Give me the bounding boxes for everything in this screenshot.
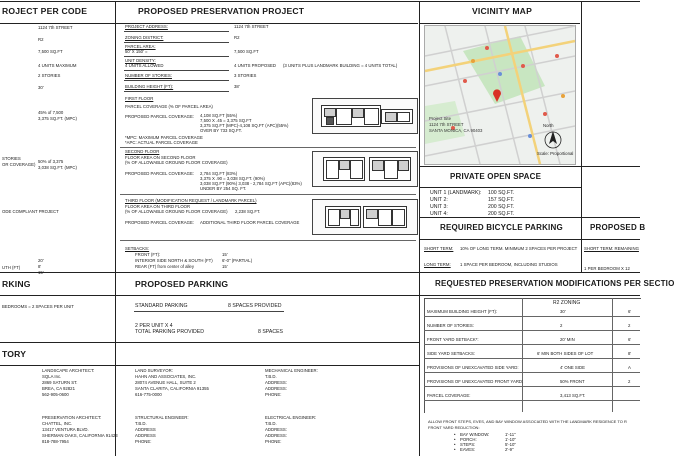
mods-row-rule [424, 358, 640, 359]
proj-zoning-label: ZONING DISTRICT: [125, 35, 164, 40]
pbike-long: 1 PER BEDROOM X 12 [584, 266, 630, 271]
tf-v2: ADDITIONAL THIRD FLOOR PARCEL COVERAGE [200, 220, 300, 225]
pp-spaces: 8 SPACES [258, 329, 283, 335]
sf-v1: 2,784 SQ.FT (83%) [200, 171, 238, 176]
ff-v2: 7,500 X .45 = 3,375 SQ.FT [200, 118, 252, 123]
pp-per-unit: 2 PER UNIT X 4 [135, 323, 173, 329]
bike-rule-top [420, 217, 640, 218]
tf-ppc: PROPOSED PARCEL COVERAGE: [125, 220, 195, 225]
ff-v1: 4,108 SQ.FT (55%) [200, 113, 238, 118]
mods-zoning: R2 ZONING [553, 300, 581, 306]
proj-stories-value: 3 STORIES [234, 73, 257, 78]
parking-rule-top [0, 272, 419, 273]
mods-right-value: A [628, 365, 631, 370]
lc-parcel-area: 7,500 SQ.FT [38, 49, 63, 54]
mods-note1: ALLOW FRONT STEPS, EVES, AND BAY WINDOW ASSOCIATED WITH THE LANDMARK RESIDENCE TO R [428, 419, 627, 424]
proj-address-label: PROJECT ADDRESS: [125, 24, 168, 29]
tf-title: THIRD FLOOR (MODIFICATION REQUEST / LANDMARK PARCEL) [125, 198, 257, 203]
mods-right-value: 6' [628, 337, 632, 342]
prop-parking-header: PROPOSED PARKING [135, 279, 229, 289]
proj-density-label: UNIT DENSITY: [125, 58, 156, 63]
directory-rule-top [0, 342, 419, 343]
sb-r1v: 15' [222, 252, 228, 257]
proj-height-value: 38' [234, 84, 240, 89]
mods-row-label: FRONT YARD SETBACK*: [427, 337, 479, 342]
top-border [0, 1, 640, 2]
tf-l1: FLOOR AREA ON THIRD FLOOR [125, 204, 191, 209]
mods-row-label: SIDE YARD SETBACKS: [427, 351, 476, 356]
col-divider-1 [115, 1, 116, 456]
vicinity-header-rule [420, 23, 580, 24]
mods-row-label: NUMBER OF STORIES: [427, 323, 474, 328]
third-floor-plan [312, 199, 418, 235]
sb-r2: INTERIOR SIDE NORTH & SOUTH (FT) [135, 258, 213, 263]
private-open-rule-top [420, 166, 640, 167]
north-arrow-icon [543, 128, 563, 150]
ff-n1: *MPC: MAXIMUM PARCEL COVERAGE [125, 135, 203, 140]
mods-row-value: 30' [560, 309, 566, 314]
mods-rule-top [420, 272, 640, 273]
lc-zoning: R2 [38, 37, 44, 42]
lc-units: 4 UNITS MAXIMUM [38, 63, 77, 68]
mods-row-value: 20' MIN [560, 337, 575, 342]
mods-row-rule [424, 372, 640, 373]
mods-right-value: 2 [628, 379, 631, 384]
parking-left-header: RKING [2, 279, 31, 289]
pp-total: TOTAL PARKING PROVIDED [135, 329, 204, 335]
ff-n2: *APC: ACTUAL PARCEL COVERAGE [125, 140, 198, 145]
ff-ppc: PROPOSED PARCEL COVERAGE: [125, 114, 195, 119]
map-site-3: SANTA MONICA, CA 90403 [429, 128, 483, 133]
proj-zoning-value: R2 [234, 35, 240, 40]
pbike-short: SHORT TERM: REMAINING [584, 246, 639, 251]
mods-rule-bottom [420, 295, 640, 296]
lc-setback-label: UTH (FT) [2, 265, 21, 270]
mods-row-label: PROVISIONS OF UNEXCAVATED SIDE YARD: [427, 365, 519, 370]
mods-right-value: 8' [628, 351, 632, 356]
sf-l2: (% OF ALLOWABLE GROUND FLOOR COVERAGE) [125, 160, 228, 165]
col-divider-3 [581, 1, 582, 241]
tf-v1: 2,238 SQ.FT. [235, 209, 261, 214]
sb-title: SETBACKS: [125, 246, 150, 251]
sf-v3: 3,038 SQ.FT (90%) 3,038 - 2,784 SQ.FT (APC)(83%) [200, 181, 302, 186]
mods-row-label: MAXIMUM BUILDING HEIGHT (FT): [427, 309, 498, 314]
mods-row-label: PARCEL COVERAGE: [427, 393, 471, 398]
sb-r1: FRONT (FT): [135, 252, 161, 257]
proj-parcel-sub: 50' X 150' = [125, 49, 148, 54]
first-floor-plan [312, 98, 418, 134]
proj-density-value: 4 UNITS PROPOSED [234, 63, 277, 68]
private-open-header: PRIVATE OPEN SPACE [450, 172, 542, 181]
req-bike-header: REQUIRED BICYCLE PARKING [440, 223, 563, 232]
bike-long: LONG TERM: [424, 262, 451, 267]
per-code-header: ROJECT PER CODE [2, 6, 88, 16]
sf-v4: UNDER BY 254 SQ. FT. [200, 186, 247, 191]
header-rule [0, 23, 418, 24]
mods-row-rule [424, 400, 640, 401]
directory-rule-bottom [0, 365, 419, 366]
lc-setback-v3: 15' [38, 270, 44, 275]
mods-row-value: 2 [560, 323, 563, 328]
bike-long-v: 1 SPACE PER BEDROOM, INCLUDING STUDIOS [460, 262, 558, 267]
lc-parking-req: BEDROOMS = 2 SPACES PER UNIT [2, 304, 74, 309]
mods-row-rule [424, 330, 640, 331]
vicinity-header: VICINITY MAP [472, 6, 533, 16]
ff-pc-label: PARCEL COVERAGE (% OF PARCEL AREA) [125, 104, 213, 109]
proj-height-label: BUILDING HEIGHT (FT): [125, 84, 174, 89]
mods-row-value: 3,413 SQ.FT. [560, 393, 586, 398]
mods-note2: FRONT YARD REDUCTION: [428, 425, 480, 430]
private-open-rule-bottom [420, 187, 581, 188]
mods-row-value: 50% FRONT [560, 379, 585, 384]
requested-mods-header: REQUESTED PRESERVATION MODIFICATIONS PER SECTIO [435, 279, 675, 288]
ff-v4: OVER BY 733 SQ.FT. [200, 128, 242, 133]
parking-rule-bottom [0, 295, 419, 296]
prop-bike-header: PROPOSED B [590, 223, 646, 232]
lc-stories-label1: STORIES [2, 156, 21, 161]
proj-parcel-value: 7,500 SQ.FT [234, 49, 259, 54]
directory-header: TORY [2, 349, 27, 359]
sf-l1: FLOOR AREA ON SECOND FLOOR [125, 155, 196, 160]
sb-r2v: 6'-0" (PARTIAL) [222, 258, 253, 263]
sf-ppc: PROPOSED PARCEL COVERAGE: [125, 171, 195, 176]
lc-second-floor2: 3,038 SQ.FT. (MPC) [38, 165, 77, 170]
sf-title: SECOND FLOOR [125, 149, 160, 154]
mods-row-rule [424, 344, 640, 345]
bike-short-v: 10% OF LONG TERM. MINIMUM 2 SPACES PER PROJECT [460, 246, 578, 251]
second-floor-plan [312, 151, 418, 187]
sb-r3v: 15' [222, 264, 228, 269]
mods-right-value: 6' [628, 309, 632, 314]
pp-provided: 8 SPACES PROVIDED [228, 303, 282, 309]
proj-density-note: (3 UNITS PLUS LANDMARK BUILDING = 4 UNITS TOTAL) [283, 63, 398, 68]
bike-short: SHORT TERM: [424, 246, 454, 251]
vicinity-map [424, 25, 576, 165]
pp-standard: STANDARD PARKING [135, 303, 188, 309]
lc-setback-v2: 8' [38, 264, 42, 269]
mods-row-value: 4' ONE SIDE [560, 365, 585, 370]
ff-title: FIRST FLOOR [125, 96, 154, 101]
lc-address: 1124 7th STREET [38, 25, 73, 30]
mods-row-rule [424, 316, 640, 317]
lc-height: 30' [38, 85, 44, 90]
map-site-2: 1124 7th STREET [429, 122, 464, 127]
map-site-1: Project Site [429, 116, 451, 121]
proj-density-sub: 4 UNITS ALLOWED [125, 63, 164, 68]
ff-v3: 3,375 SQ.FT (MPC)-4,108 SQ.FT (APC)(55%) [200, 123, 289, 128]
proj-address-value: 1124 7th STREET [234, 24, 269, 29]
sb-r3: REAR (FT) from center of alley [135, 264, 194, 269]
tf-l2: (% OF ALLOWABLE GROUND FLOOR COVERAGE) [125, 209, 228, 214]
lc-stories: 2 STORIES [38, 73, 61, 78]
mods-row-rule [424, 386, 640, 387]
mods-row-label: PROVISIONS OF UNEXCAVATED FRONT YARD: [427, 379, 524, 384]
sf-v2: 3,375 X .90 = 3,038 SQ.FT. (90%) [200, 176, 265, 181]
lc-coverage2: 3,375 SQ.FT. (MPC) [38, 116, 77, 121]
proj-parcel-label: PARCEL AREA: [125, 44, 156, 49]
mods-row-value: 6' MIN BOTH SIDES OF LOT [537, 351, 594, 356]
proposed-header: PROPOSED PRESERVATION PROJECT [138, 6, 305, 16]
lc-coverage1: 45% of 7,500 [38, 110, 64, 115]
bike-rule-bottom [420, 239, 640, 240]
map-north: North [543, 123, 554, 128]
lc-code-compliant: ODE COMPLIANT PROJECT [2, 209, 59, 214]
lc-stories-label2: OR COVERAGE) [2, 162, 36, 167]
map-scale: Scale: Proportional [537, 151, 574, 156]
col-divider-2 [419, 1, 420, 456]
mods-right-value: 2 [628, 323, 631, 328]
proj-stories-label: NUMBER OF STORIES: [125, 73, 172, 78]
lc-setback-v1: 20' [38, 258, 44, 263]
lc-second-floor1: 50% of 3,375 [38, 159, 64, 164]
